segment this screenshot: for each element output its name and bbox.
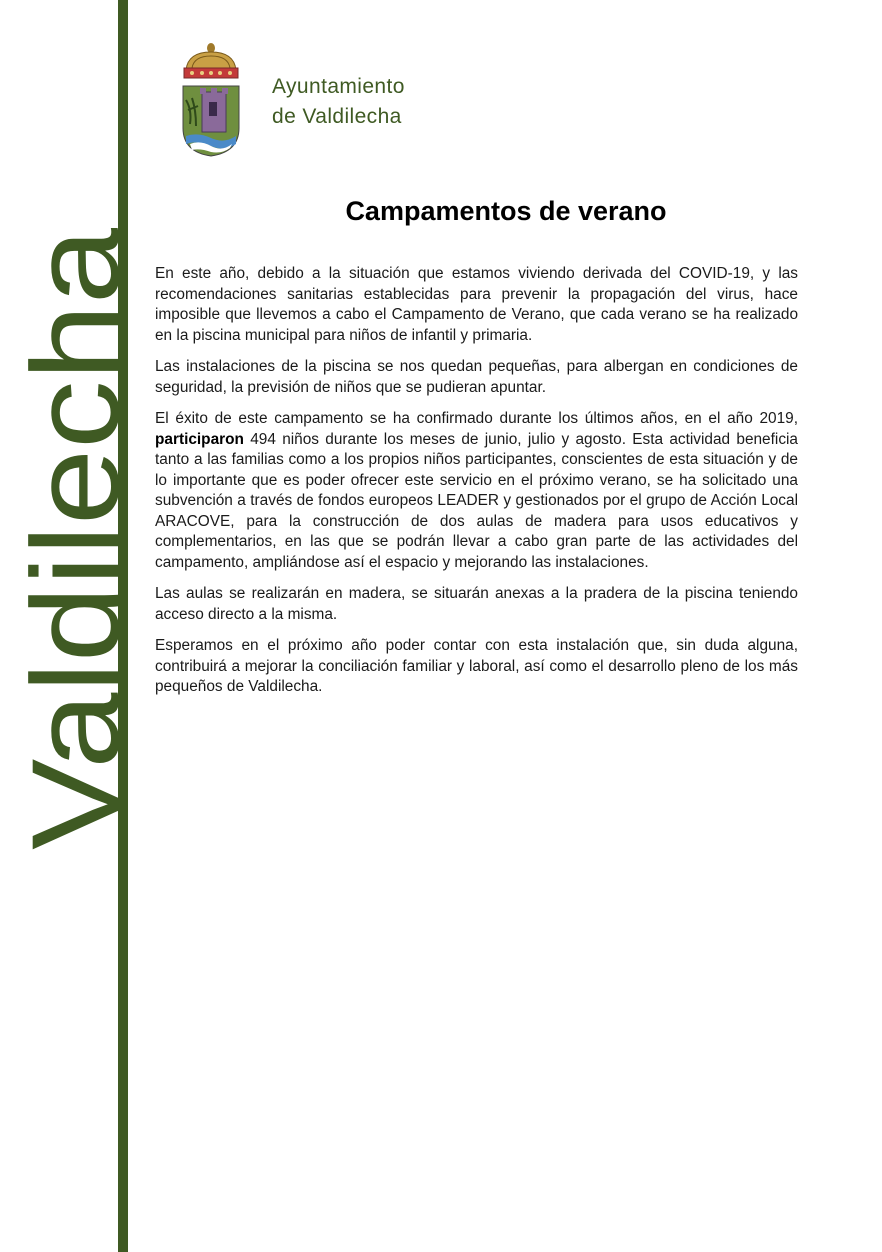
organization-name-line2: de Valdilecha: [272, 105, 402, 128]
document-body: [155, 264, 798, 709]
organization-name-line1: Ayuntamiento: [272, 75, 405, 98]
paragraph-3: [155, 409, 798, 573]
paragraph-2: Las instalaciones de la piscina se nos quedan pequeñas, para albergan en condiciones de seguridad, la previsión de niños que se pudieran apuntar.: [155, 358, 798, 396]
page-title: Campamentos de verano: [345, 196, 667, 226]
municipal-crest-icon: [178, 40, 244, 158]
paragraph-1: En este año, debido a la situación que estamos viviendo derivada del COVID-19, y las recomendaciones sanitarias establecidas para prevenir la propagación del virus, hace imposible que llevemos a cabo el Campamento de Verano, que cada verano se ha realizado en la piscina municipal para niños de infantil y primaria.: [155, 265, 798, 344]
side-banner-text: Valdilecha: [7, 287, 145, 850]
organization-name: [272, 72, 405, 132]
paragraph-3-part-1: El éxito de este campamento se ha confirmado durante los últimos años, en el año 2019,: [155, 410, 798, 427]
paragraph-5: Esperamos en el próximo año poder contar con esta instalación que, sin duda alguna, contribuirá a mejorar la conciliación familiar y laboral, así como el desarrollo pleno de los más pequeños de Valdilecha.: [155, 637, 798, 695]
side-bar-line: [118, 0, 128, 1252]
paragraph-4: Las aulas se realizarán en madera, se situarán anexas a la pradera de la piscina teniendo acceso directo a la misma.: [155, 585, 798, 623]
side-banner: [0, 0, 145, 1252]
paragraph-3-bold-word: participaron: [155, 430, 244, 448]
paragraph-3-part-2: 494 niños durante los meses de junio, julio y agosto. Esta actividad beneficia tanto a las familias como a los propios niños participantes, conscientes de esta situación y de lo importante que es poder ofrecer este servicio en el próximo verano, se ha solicitado una subvención a través de fondos europeos LEADER y gestionados por el grupo de Acción Local ARACOVE, para la construcción de dos aulas de madera para usos educativos y complementarios, en las que se podrán llevar a cabo gran parte de las actividades del campamento, ampliándose así el espacio y mejorando las instalaciones.: [155, 430, 798, 571]
